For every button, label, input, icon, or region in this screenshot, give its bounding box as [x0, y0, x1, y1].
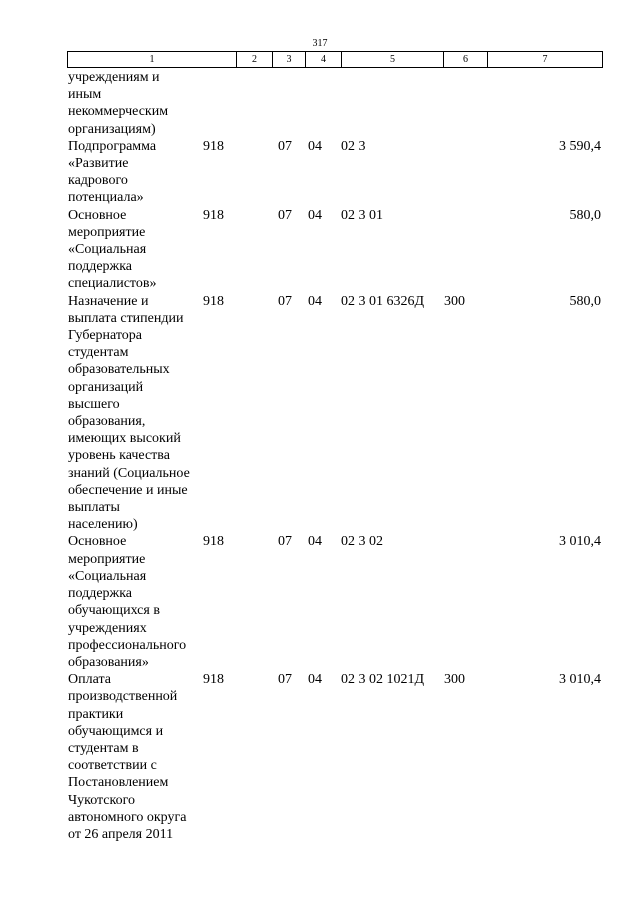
amount-cell: 580,0	[569, 293, 601, 309]
row-name-line: населению)	[68, 517, 138, 533]
section-code-cell	[272, 69, 305, 138]
row-name-line: обеспечение и иные	[68, 482, 188, 498]
column-header-6: 6	[444, 52, 488, 68]
ministry-code-cell: 918	[203, 138, 224, 154]
section-code-cell: 07	[278, 207, 292, 223]
row-name-line: знаний (Социальное	[68, 465, 190, 481]
row-name-line: мероприятие	[68, 224, 146, 240]
column-header-5: 5	[342, 52, 444, 68]
row-name-line: студентам	[68, 345, 129, 361]
table-body	[67, 69, 602, 843]
row-name-line: кадрового	[68, 173, 128, 189]
row-name-line: имеющих высокий	[68, 431, 181, 447]
subsection-code-cell: 04	[308, 672, 322, 688]
table-row	[67, 533, 602, 671]
row-name-line: практики	[68, 706, 124, 722]
ministry-code-cell: 918	[203, 207, 224, 223]
row-name-line: поддержка	[68, 259, 133, 275]
row-name-line: Подпрограмма	[68, 138, 157, 154]
row-name-line: от 26 апреля 2011	[68, 826, 174, 842]
column-header-7: 7	[488, 52, 603, 68]
column-header-2: 2	[237, 52, 273, 68]
row-name-line: потенциала»	[68, 190, 144, 206]
section-code-cell: 07	[278, 293, 292, 309]
row-name-line: «Социальная	[68, 242, 147, 258]
row-name-line: «Социальная	[68, 568, 147, 584]
amount-cell: 3 590,4	[559, 138, 601, 154]
target-article-cell: 02 3 02 1021Д	[341, 672, 425, 688]
row-name-line: Постановлением	[68, 775, 169, 791]
row-name-cell	[67, 207, 201, 293]
row-name-line: учреждениям и	[68, 70, 160, 85]
expense-type-cell	[443, 138, 487, 207]
row-name-cell	[67, 293, 201, 534]
table-row	[67, 69, 602, 138]
subsection-code-cell	[305, 69, 341, 138]
row-name-line: учреждениях	[68, 620, 147, 636]
row-name-line: автономного округа	[68, 809, 187, 825]
subsection-code-cell: 04	[308, 293, 322, 309]
table-row	[67, 207, 602, 293]
row-name-line: организациям)	[68, 121, 156, 137]
row-name-line: специалистов»	[68, 276, 157, 292]
row-name-line: иным	[68, 87, 102, 103]
column-number-header	[67, 51, 603, 68]
target-article-cell: 02 3 02	[341, 534, 383, 550]
section-code-cell: 07	[278, 672, 292, 688]
target-article-cell: 02 3 01	[341, 207, 383, 223]
header-row	[68, 52, 603, 68]
amount-cell: 580,0	[569, 207, 601, 223]
row-name-line: некоммерческим	[68, 104, 169, 120]
row-name-line: «Развитие	[68, 156, 129, 172]
expense-type-cell: 300	[444, 672, 465, 688]
column-header-4: 4	[306, 52, 342, 68]
row-name-line: соответствии с	[68, 758, 157, 774]
expense-type-cell	[443, 207, 487, 293]
row-name-line: мероприятие	[68, 551, 146, 567]
subsection-code-cell: 04	[308, 138, 322, 154]
ministry-code-cell	[201, 69, 272, 138]
row-name-line: Чукотского	[68, 792, 135, 808]
ministry-code-cell: 918	[203, 672, 224, 688]
target-article-cell: 02 3 01 6326Д	[341, 293, 425, 309]
amount-cell	[487, 69, 602, 138]
column-header-3: 3	[273, 52, 306, 68]
row-name-line: поддержка	[68, 586, 133, 602]
table-row	[67, 671, 602, 843]
target-article-cell	[341, 69, 443, 138]
row-name-line: Губернатора	[68, 328, 143, 344]
row-name-line: образования,	[68, 414, 146, 430]
row-name-line: Оплата	[68, 672, 111, 688]
row-name-line: обучающихся в	[68, 603, 160, 619]
expense-type-cell: 300	[444, 293, 465, 309]
expense-type-cell	[443, 69, 487, 138]
row-name-line: организаций	[68, 379, 144, 395]
row-name-line: студентам в	[68, 740, 139, 756]
expense-type-cell	[443, 533, 487, 671]
table-row	[67, 293, 602, 534]
amount-cell: 3 010,4	[559, 534, 601, 550]
row-name-line: Основное	[68, 207, 127, 223]
section-code-cell: 07	[278, 534, 292, 550]
ministry-code-cell: 918	[203, 534, 224, 550]
target-article-cell: 02 3	[341, 138, 366, 154]
subsection-code-cell: 04	[308, 207, 322, 223]
subsection-code-cell: 04	[308, 534, 322, 550]
row-name-line: Назначение и	[68, 293, 149, 309]
section-code-cell: 07	[278, 138, 292, 154]
table-row	[67, 138, 602, 207]
row-name-cell	[67, 533, 201, 671]
page-number: 317	[312, 38, 328, 49]
row-name-cell	[67, 69, 201, 138]
row-name-line: высшего	[68, 396, 120, 412]
row-name-line: образовательных	[68, 362, 170, 378]
row-name-line: обучающимся и	[68, 723, 164, 739]
row-name-line: Основное	[68, 534, 127, 550]
row-name-cell	[67, 138, 201, 207]
ministry-code-cell: 918	[203, 293, 224, 309]
row-name-line: уровень качества	[68, 448, 170, 464]
row-name-line: профессионального	[68, 637, 187, 653]
row-name-cell	[67, 671, 201, 843]
row-name-line: выплата стипендии	[68, 310, 184, 326]
budget-table	[67, 69, 602, 843]
row-name-line: выплаты	[68, 500, 120, 516]
row-name-line: образования»	[68, 654, 149, 670]
row-name-line: производственной	[68, 689, 178, 705]
column-header-1: 1	[68, 52, 237, 68]
amount-cell: 3 010,4	[559, 672, 601, 688]
